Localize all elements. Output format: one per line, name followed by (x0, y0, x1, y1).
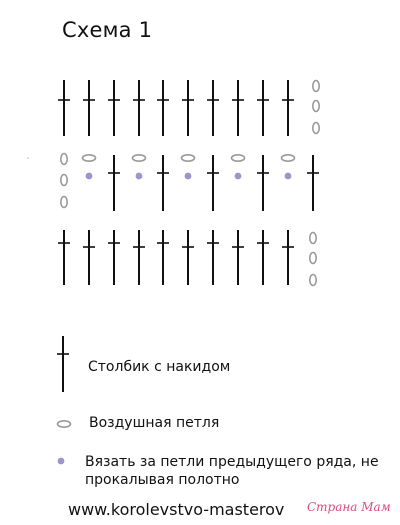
double-crochet-symbol (232, 230, 244, 285)
dot-symbol (235, 173, 242, 180)
double-crochet-symbol (207, 155, 219, 211)
double-crochet-symbol (182, 230, 194, 285)
double-crochet-symbol (207, 80, 219, 136)
double-crochet-symbol (207, 230, 219, 285)
chain-symbol (61, 175, 67, 186)
chain-symbol (182, 155, 195, 161)
chain-symbol (232, 155, 245, 161)
schema-title: Схема 1 (62, 18, 153, 42)
chain-symbol (282, 155, 295, 161)
row-3 (58, 230, 316, 286)
chain-symbol (313, 101, 319, 112)
double-crochet-symbol (57, 336, 69, 392)
dot-symbol (285, 173, 292, 180)
double-crochet-symbol (232, 80, 244, 136)
double-crochet-symbol (157, 230, 169, 285)
double-crochet-symbol (157, 80, 169, 136)
double-crochet-symbol (108, 80, 120, 136)
chain-symbol (61, 154, 67, 165)
double-crochet-symbol (257, 230, 269, 285)
double-crochet-symbol (182, 80, 194, 136)
legend-symbols (57, 336, 71, 464)
double-crochet-symbol (83, 230, 95, 285)
double-crochet-symbol (133, 230, 145, 285)
dot-symbol (86, 173, 93, 180)
dot-symbol (185, 173, 192, 180)
double-crochet-symbol (257, 80, 269, 136)
dot-symbol (58, 458, 65, 465)
chain-symbol (83, 155, 96, 161)
chain-symbol (313, 123, 319, 134)
chain-symbol (310, 233, 316, 244)
legend-double-crochet-label: Столбик с накидом (88, 359, 231, 375)
row-2 (27, 154, 319, 212)
double-crochet-symbol (282, 80, 294, 136)
double-crochet-symbol (108, 230, 120, 285)
stray-mark (27, 157, 29, 159)
dot-symbol (136, 173, 143, 180)
chain-symbol (310, 253, 316, 264)
double-crochet-symbol (257, 155, 269, 211)
row-1 (58, 80, 319, 136)
double-crochet-symbol (108, 155, 120, 211)
double-crochet-symbol (133, 80, 145, 136)
chain-symbol (58, 421, 71, 427)
chain-symbol (310, 275, 316, 286)
double-crochet-symbol (157, 155, 169, 211)
legend-chain-label: Воздушная петля (89, 415, 220, 431)
watermark-logo: Страна Мам (307, 500, 391, 514)
double-crochet-symbol (58, 80, 70, 136)
chain-symbol (133, 155, 146, 161)
footer-url: www.korolevstvo-masterov (68, 500, 285, 519)
double-crochet-symbol (282, 230, 294, 285)
chain-symbol (313, 81, 319, 92)
double-crochet-symbol (83, 80, 95, 136)
double-crochet-symbol (307, 155, 319, 211)
chain-symbol (61, 197, 67, 208)
legend-dot-label: Вязать за петли предыдущего ряда, не прокалывая полотно (85, 454, 379, 488)
double-crochet-symbol (58, 230, 70, 285)
